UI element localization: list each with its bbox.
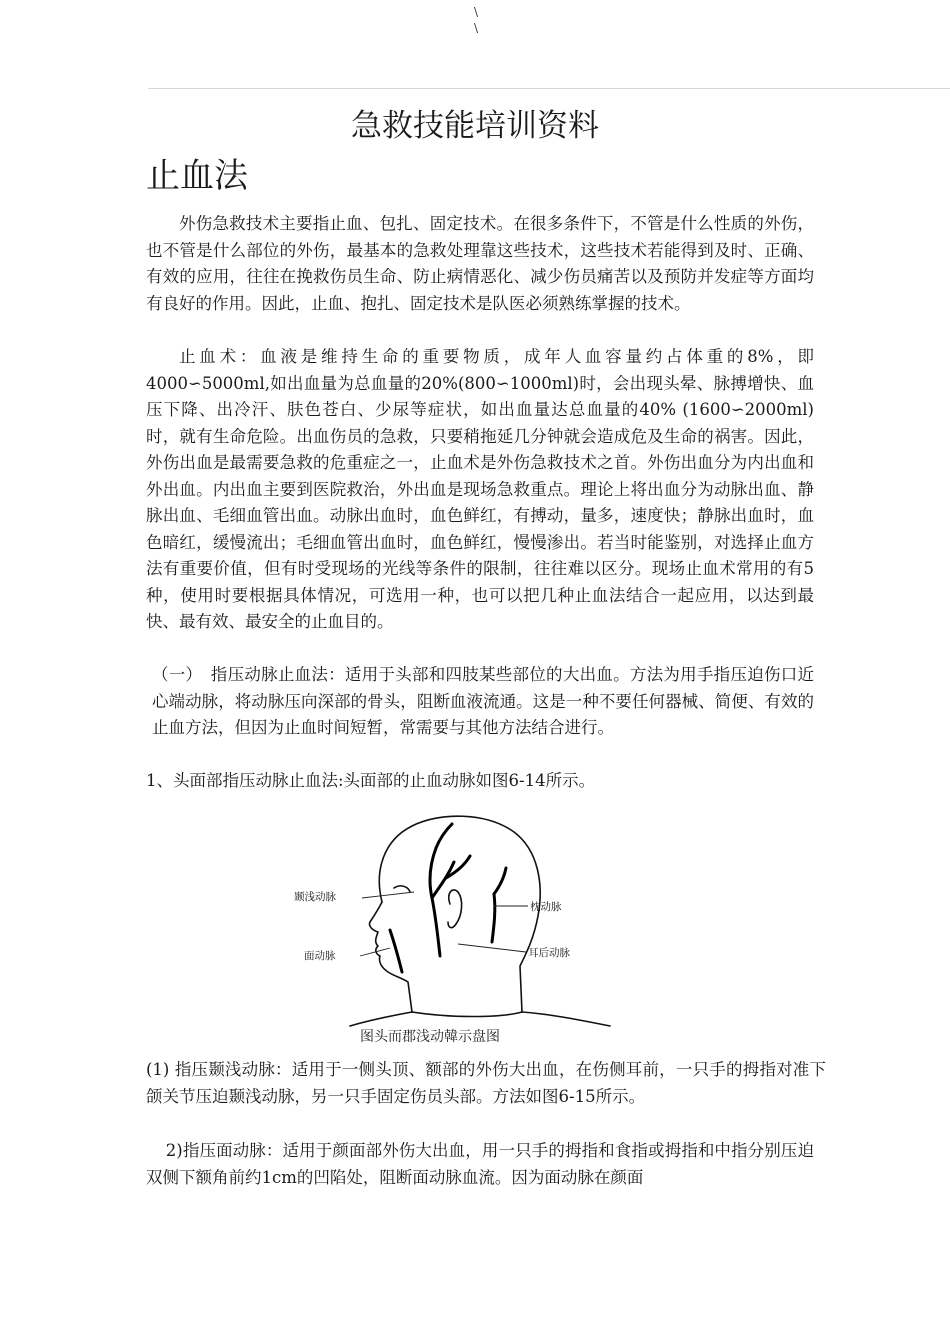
header-mark: \ [474, 21, 479, 35]
label-facial-artery: 面动脉 [304, 950, 336, 962]
label-temporal-artery: 颞浅动脉 [294, 891, 336, 903]
body-paragraph: (1) 指压颞浅动脉：适用于一侧头顶、额部的外伤大出血，在伤侧耳前，一只手的拇指对准下颌关节压迫颞浅动脉，另一只手固定伤员头部。方法如图6-15所示。 [146, 1060, 826, 1106]
body-paragraph: 2)指压面动脉：适用于颜面部外伤大出血，用一只手的拇指和食指或拇指和中指分别压迫双侧下额角前约1cm的凹陷处，阻断面动脉血流。因为面动脉在颜面 [146, 1141, 814, 1187]
shoulder-line [412, 1012, 610, 1026]
ear [448, 890, 462, 928]
eye [394, 886, 410, 892]
head-artery-figure [290, 806, 630, 1028]
head-artery-illustration [290, 806, 630, 1028]
document-title: 急救技能培训资料 [351, 108, 599, 144]
label-occipital-artery: 枕动脉 [530, 901, 562, 913]
temporal-artery [430, 848, 440, 956]
body-paragraph: 止血术：血液是维持生命的重要物质，成年人血容量约占体重的8%，即4000∽5000ml,如出血量为总血量的20%(800∽1000ml)时，会出现头晕、脉搏增快、血压下降、出冷汗、肤色苍白、少尿等症状，如出血量达总血量的40% (1600∽2000ml)时，就有生命危险。出血伤员的急救，只要稍拖延几分钟就会造成危及生命的祸害。因此，外伤出血是最需要急救的危重症之一，止血术是外伤急救技术之首。外伤出血分为内出血和外出血。内出血主要到医院救治，外出血是现场急救重点。理论上将出血分为动脉出血、静脉出血、毛细血管出血。动脉出血时，血色鲜红，有搏动，量多，速度快；静脉出血时，血色暗红，缓慢流出；毛细血管出血时，血色鲜红，慢慢渗出。若当时能鉴别，对选择止血方法有重要价值，但有时受现场的光线等条件的限制，往往难以区分。现场止血术常用的有5种，使用时要根据具体情况，可选用一种，也可以把几种止血法结合一起应用，以达到最快、最有效、最安全的止血目的。 [146, 347, 814, 631]
body-paragraph: （一） 指压动脉止血法：适用于头部和四肢某些部位的大出血。方法为用手指压迫伤口近心端动脉，将动脉压向深部的骨头，阻断血液流通。这是一种不要任何器械、简便、有效的止血方法，但因为止血时间短暂，常需要与其他方法结合进行。 [152, 665, 814, 737]
body-paragraph: 1、头面部指压动脉止血法:头面部的止血动脉如图6-14所示。 [146, 771, 596, 790]
face-profile [369, 902, 412, 1012]
occipital-artery [492, 894, 495, 942]
section-title: 止血法 [146, 156, 248, 196]
header-mark: \ [474, 5, 479, 19]
body-paragraph: 外伤急救技术主要指止血、包扎、固定技术。在很多条件下，不管是什么性质的外伤，也不管是什么部位的外伤，最基本的急救处理靠这些技术，这些技术若能得到及时、正确、有效的应用，往往在挽救伤员生命、防止病情恶化、减少伤员痛苦以及预防并发症等方面均有良好的作用。因此，止血、抱扎、固定技术是队医必须熟练掌握的技术。 [146, 214, 814, 313]
label-posterior-auricular-artery: 耳后动脉 [528, 947, 570, 959]
facial-artery [390, 930, 402, 972]
header-divider [148, 88, 950, 89]
figure-caption: 图头而郡浅动韓示盘图 [360, 1029, 500, 1045]
